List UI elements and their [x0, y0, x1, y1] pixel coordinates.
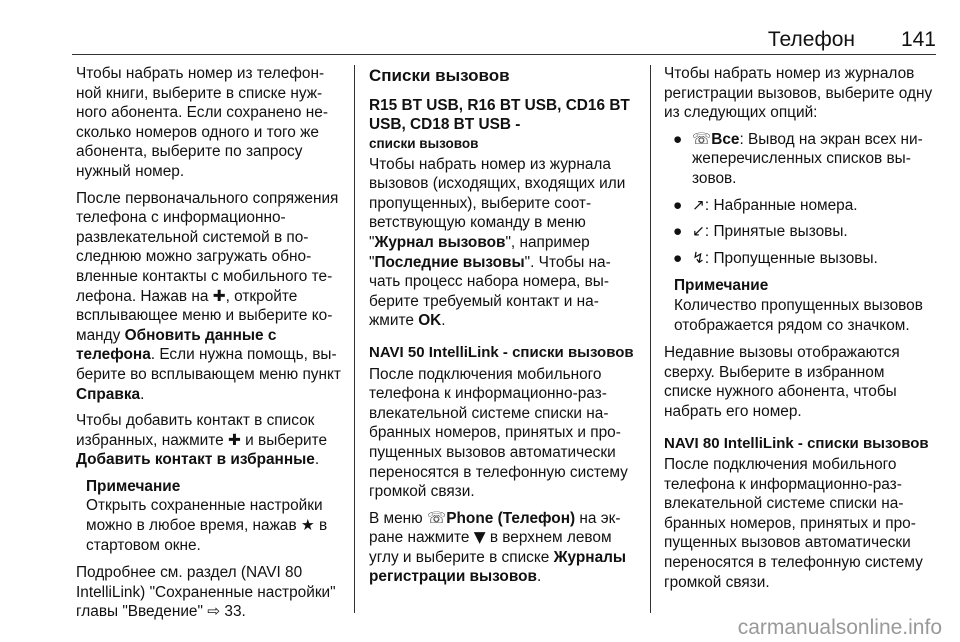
- text: .: [441, 312, 446, 330]
- section-title: Списки вызовов: [369, 66, 510, 85]
- text: : Вывод на экран всех нижеперечисленных списков вызовов.: [692, 130, 923, 187]
- command-label: Последние вызовы: [374, 253, 525, 271]
- text: : Пропущенные вызовы.: [704, 249, 878, 267]
- text: на экране нажмите: [369, 509, 621, 547]
- text: .: [314, 451, 320, 469]
- paragraph: [369, 509, 635, 587]
- paragraph: [76, 563, 342, 622]
- text: R15 BT USB, R16 BT USB, CD16 BT USB, CD18 BT USB -: [369, 96, 630, 133]
- text: . Если нужна помощь, выберите во всплывающем меню пункт: [76, 346, 341, 383]
- command-label: Справка: [76, 385, 141, 403]
- dialed-call-icon: ↗: [692, 195, 705, 214]
- paragraph: Недавние вызовы отображаются сверху. Выберите в избранном списке нужного абонента, чтобы набрать его номер.: [664, 344, 900, 420]
- bullet: ●: [673, 196, 683, 214]
- page-header: [0, 0, 960, 50]
- page-title: Телефон: [767, 28, 855, 51]
- note-text: Количество пропущенных вызовов отображается рядом со значком.: [674, 296, 923, 334]
- command-label: Журнал вызовов: [374, 233, 506, 251]
- text: и выберите: [245, 431, 328, 449]
- plus-icon: ✚: [227, 430, 241, 449]
- options-list: [664, 130, 934, 269]
- bullet: ●: [673, 223, 683, 241]
- text: .: [140, 385, 145, 403]
- star-icon: ★: [300, 516, 315, 535]
- note-block: [86, 477, 342, 555]
- paragraph: [76, 189, 342, 405]
- subsection-title: NAVI 50 IntelliLink - списки вызовов: [369, 343, 634, 361]
- column-2: [369, 64, 635, 594]
- column-divider-1: [354, 65, 355, 613]
- text: ". Чтобы начать процесс набора номера, выберите требуемый контакт и нажмите: [369, 253, 611, 330]
- note-heading: Примечание: [86, 477, 181, 495]
- paragraph: Чтобы набрать номер из телефонной книги, выберите в списке нужного абонента. Если сохранено несколько номеров одного и того же абонента, выберите по запросу нужный номер.: [76, 65, 328, 180]
- text: 33.: [224, 603, 246, 621]
- list-item: [664, 249, 934, 269]
- phone-icon: ☏: [427, 508, 447, 527]
- list-item: [664, 130, 934, 189]
- reference-arrow-icon: ⇨: [207, 602, 221, 621]
- paragraph: [76, 411, 342, 470]
- paragraph: Чтобы набрать номер из журналов регистрации вызовов, выберите одну из следующих опций:: [664, 65, 933, 122]
- text: Чтобы добавить контакт в список избранных, нажмите: [76, 412, 315, 449]
- text: .: [536, 568, 542, 586]
- paragraph: После подключения мобильного телефона к информационно-развлекательной системе списки набранных номеров, принятых и пропущенных вызовов автоматически переносятся в телефонную систему громкой связи.: [369, 365, 628, 501]
- text: : Набранные номера.: [704, 196, 858, 214]
- paragraph: После подключения мобильного телефона к информационно-развлекательной системе списки набранных номеров, принятых и пропущенных вызовов автоматически переносятся в телефонную систему громкой связи.: [664, 456, 923, 591]
- phone-icon: ☏: [692, 129, 712, 148]
- received-call-icon: ↙: [692, 222, 705, 241]
- command-label: Журналы регистрации вызовов: [369, 548, 627, 586]
- text: , откройте всплывающее меню и выберите команду: [76, 287, 333, 344]
- text: Открыть сохраненные настройки можно в любое время, нажав: [86, 497, 323, 535]
- subsection-title: [369, 96, 635, 153]
- command-label: Phone (Телефон): [446, 509, 576, 527]
- column-divider-2: [650, 65, 651, 613]
- command-label: Обновить данные с телефона: [76, 326, 277, 364]
- column-3: [664, 64, 934, 599]
- column-1: [76, 64, 342, 629]
- note-heading: Примечание: [674, 277, 769, 295]
- text: После первоначального сопряжения телефона с информационно-развлекательной системой в последнюю можно загружать обновленные контакты с мобильного телефона. Нажав на: [76, 189, 339, 305]
- list-item: [664, 196, 934, 216]
- triangle-down-icon: ▼: [473, 528, 486, 547]
- watermark: carmanualsonline.info: [737, 616, 942, 639]
- text: Подробнее см. раздел (NAVI 80 IntelliLink) "Сохраненные настройки" главы "Введение": [76, 564, 336, 621]
- plus-icon: ✚: [212, 286, 226, 305]
- text: В меню: [369, 509, 423, 527]
- text: в верхнем левом углу и выберите в списке: [369, 529, 612, 566]
- bullet: ●: [673, 130, 683, 148]
- command-label: OK: [418, 312, 442, 330]
- text: : Принятые вызовы.: [704, 223, 848, 241]
- command-label: Добавить контакт в избранные: [76, 451, 315, 469]
- text: ", например ": [369, 233, 590, 271]
- text: списки вызовов: [369, 135, 479, 151]
- text: в стартовом окне.: [86, 517, 328, 554]
- text: Чтобы набрать номер из журнала вызовов (исходящих, входящих или пропущенных), выберите соответствующую команду в меню ": [369, 155, 626, 251]
- page-number: 141: [900, 28, 936, 51]
- note-block: [674, 276, 934, 335]
- paragraph: [369, 155, 635, 331]
- header-rule: [72, 54, 936, 55]
- option-label: Все: [711, 130, 740, 148]
- note-text: [86, 496, 342, 555]
- list-item: [664, 222, 934, 242]
- subsection-title: NAVI 80 IntelliLink - списки вызовов: [664, 434, 929, 452]
- missed-call-icon: ↯: [692, 248, 705, 267]
- bullet: ●: [673, 249, 683, 267]
